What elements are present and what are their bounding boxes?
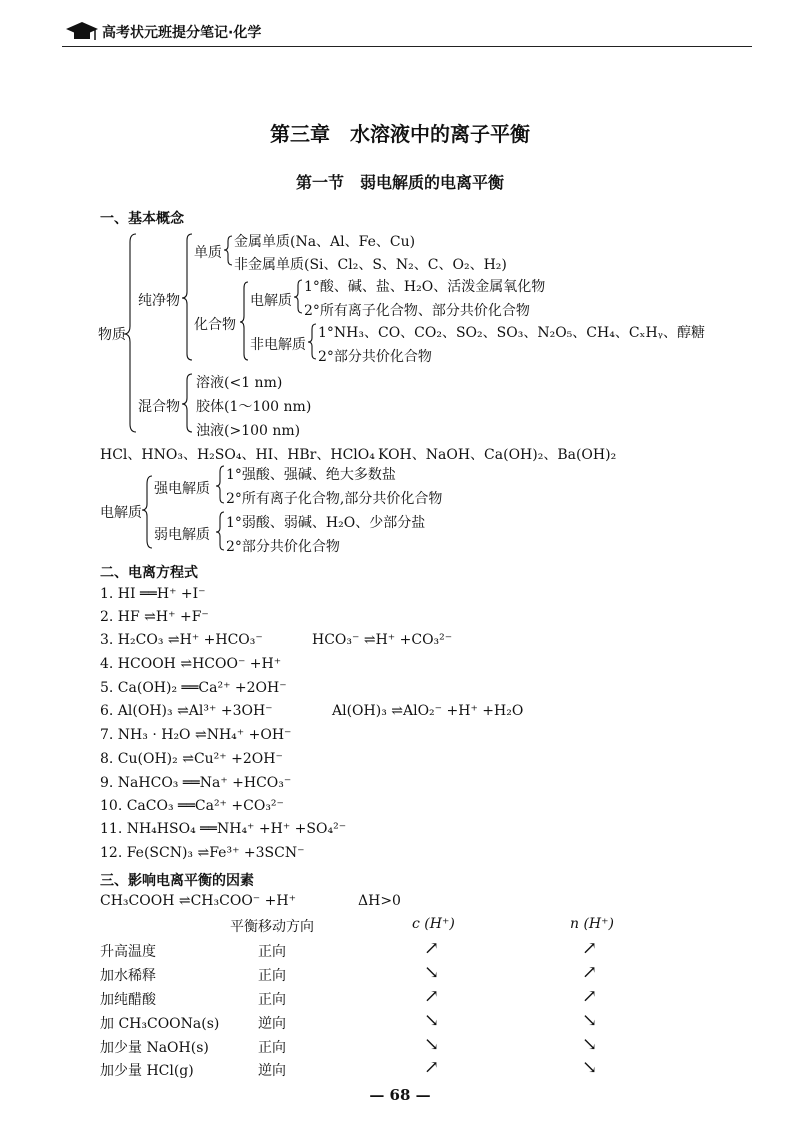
tree-nonelectrolyte: 非电解质 [250, 337, 306, 353]
equation-12: 12. Fe(SCN)₃ ⇌Fe³⁺ +3SCN⁻ [100, 845, 305, 861]
factor-row-1-n: ↗ [582, 938, 598, 959]
part1-heading: 一、基本概念 [100, 211, 184, 227]
tree-mixture: 混合物 [138, 399, 180, 415]
chapter-title: 第三章 水溶液中的离子平衡 [270, 122, 530, 146]
tree-root-matter: 物质 [98, 327, 126, 343]
factor-row-2-dir: 正向 [258, 968, 286, 984]
factor-row-4-n: ↘ [582, 1010, 598, 1031]
equation-6b: Al(OH)₃ ⇌AlO₂⁻ +H⁺ +H₂O [332, 703, 524, 719]
part3-equation: CH₃COOH ⇌CH₃COO⁻ +H⁺ [100, 893, 296, 909]
strong-bases-line: KOH、NaOH、Ca(OH)₂、Ba(OH)₂ [378, 447, 617, 463]
factor-row-2-n: ↗ [582, 962, 598, 983]
tree-element: 单质 [194, 245, 222, 261]
factor-row-2-c: ↘ [424, 962, 440, 983]
equation-1: 1. HI ══H⁺ +I⁻ [100, 586, 206, 602]
tree-el1: 1°酸、碱、盐、H₂O、活泼金属氧化物 [304, 279, 546, 295]
factor-row-3-c: ↗ [424, 986, 440, 1007]
equation-6a: 6. Al(OH)₃ ⇌Al³⁺ +3OH⁻ [100, 703, 273, 719]
equation-3b: HCO₃⁻ ⇌H⁺ +CO₃²⁻ [312, 632, 453, 648]
col-direction: 平衡移动方向 [230, 919, 314, 935]
equation-2: 2. HF ⇌H⁺ +F⁻ [100, 609, 209, 625]
tree-nonmetal: 非金属单质(Si、Cl₂、S、N₂、C、O₂、H₂) [234, 257, 507, 273]
equation-11: 11. NH₄HSO₄ ══NH₄⁺ +H⁺ +SO₄²⁻ [100, 821, 347, 837]
factor-row-6-dir: 逆向 [258, 1063, 286, 1079]
col-n-h: n (H⁺) [570, 916, 614, 932]
factor-row-4-dir: 逆向 [258, 1016, 286, 1032]
factor-row-6-c: ↗ [424, 1057, 440, 1078]
factor-row-1-c: ↗ [424, 938, 440, 959]
tree2-root: 电解质 [100, 505, 142, 521]
tree-compound: 化合物 [194, 317, 236, 333]
tree-el2: 2°所有离子化合物、部分共价化合物 [304, 303, 530, 319]
factor-row-6-n: ↘ [582, 1057, 598, 1078]
part3-delta-h: ΔH>0 [358, 893, 401, 909]
factor-row-4-label: 加 CH₃COONa(s) [100, 1016, 220, 1032]
tree-pure: 纯净物 [138, 293, 180, 309]
factor-row-1-dir: 正向 [258, 944, 286, 960]
tree2-strong: 强电解质 [154, 481, 210, 497]
factor-row-6-label: 加少量 HCl(g) [100, 1063, 194, 1079]
equation-3a: 3. H₂CO₃ ⇌H⁺ +HCO₃⁻ [100, 632, 263, 648]
factor-row-5-c: ↘ [424, 1034, 440, 1055]
part3-heading: 三、影响电离平衡的因素 [100, 873, 254, 889]
tree2-s2: 2°所有离子化合物,部分共价化合物 [226, 491, 443, 507]
tree-sol: 溶液(<1 nm) [196, 375, 283, 391]
factor-row-5-label: 加少量 NaOH(s) [100, 1040, 209, 1056]
equation-5: 5. Ca(OH)₂ ══Ca²⁺ +2OH⁻ [100, 680, 287, 696]
strong-acids-line: HCl、HNO₃、H₂SO₄、HI、HBr、HClO₄ [100, 447, 375, 463]
factor-row-3-label: 加纯醋酸 [100, 992, 156, 1008]
tree-suspension: 浊液(>100 nm) [196, 423, 301, 439]
equation-7: 7. NH₃ · H₂O ⇌NH₄⁺ +OH⁻ [100, 727, 292, 743]
page-number: — 68 — [369, 1086, 431, 1104]
tree-colloid: 胶体(1～100 nm) [196, 399, 312, 415]
equation-9: 9. NaHCO₃ ══Na⁺ +HCO₃⁻ [100, 775, 292, 791]
tree-nel2: 2°部分共价化合物 [318, 349, 432, 365]
header-title: 高考状元班提分笔记·化学 [102, 25, 262, 41]
factor-row-4-c: ↘ [424, 1010, 440, 1031]
tree-nel1: 1°NH₃、CO、CO₂、SO₂、SO₃、N₂O₅、CH₄、CₓHᵧ、醇糖 [318, 325, 705, 341]
equation-4: 4. HCOOH ⇌HCOO⁻ +H⁺ [100, 656, 282, 672]
tree-electrolyte: 电解质 [250, 293, 292, 309]
factor-row-2-label: 加水稀释 [100, 968, 156, 984]
tree-metal: 金属单质(Na、Al、Fe、Cu) [234, 234, 416, 250]
part2-heading: 二、电离方程式 [100, 565, 198, 581]
factor-row-5-n: ↘ [582, 1034, 598, 1055]
tree2-w2: 2°部分共价化合物 [226, 539, 340, 555]
factor-row-1-label: 升高温度 [100, 944, 156, 960]
factor-row-3-dir: 正向 [258, 992, 286, 1008]
tree2-s1: 1°强酸、强碱、绝大多数盐 [226, 467, 396, 483]
factor-row-5-dir: 正向 [258, 1040, 286, 1056]
col-c-h: c (H⁺) [412, 916, 455, 932]
equation-10: 10. CaCO₃ ══Ca²⁺ +CO₃²⁻ [100, 798, 284, 814]
tree2-w1: 1°弱酸、弱碱、H₂O、少部分盐 [226, 515, 426, 531]
tree2-weak: 弱电解质 [154, 527, 210, 543]
section-title: 第一节 弱电解质的电离平衡 [295, 173, 504, 192]
factor-row-3-n: ↗ [582, 986, 598, 1007]
equation-8: 8. Cu(OH)₂ ⇌Cu²⁺ +2OH⁻ [100, 751, 283, 767]
